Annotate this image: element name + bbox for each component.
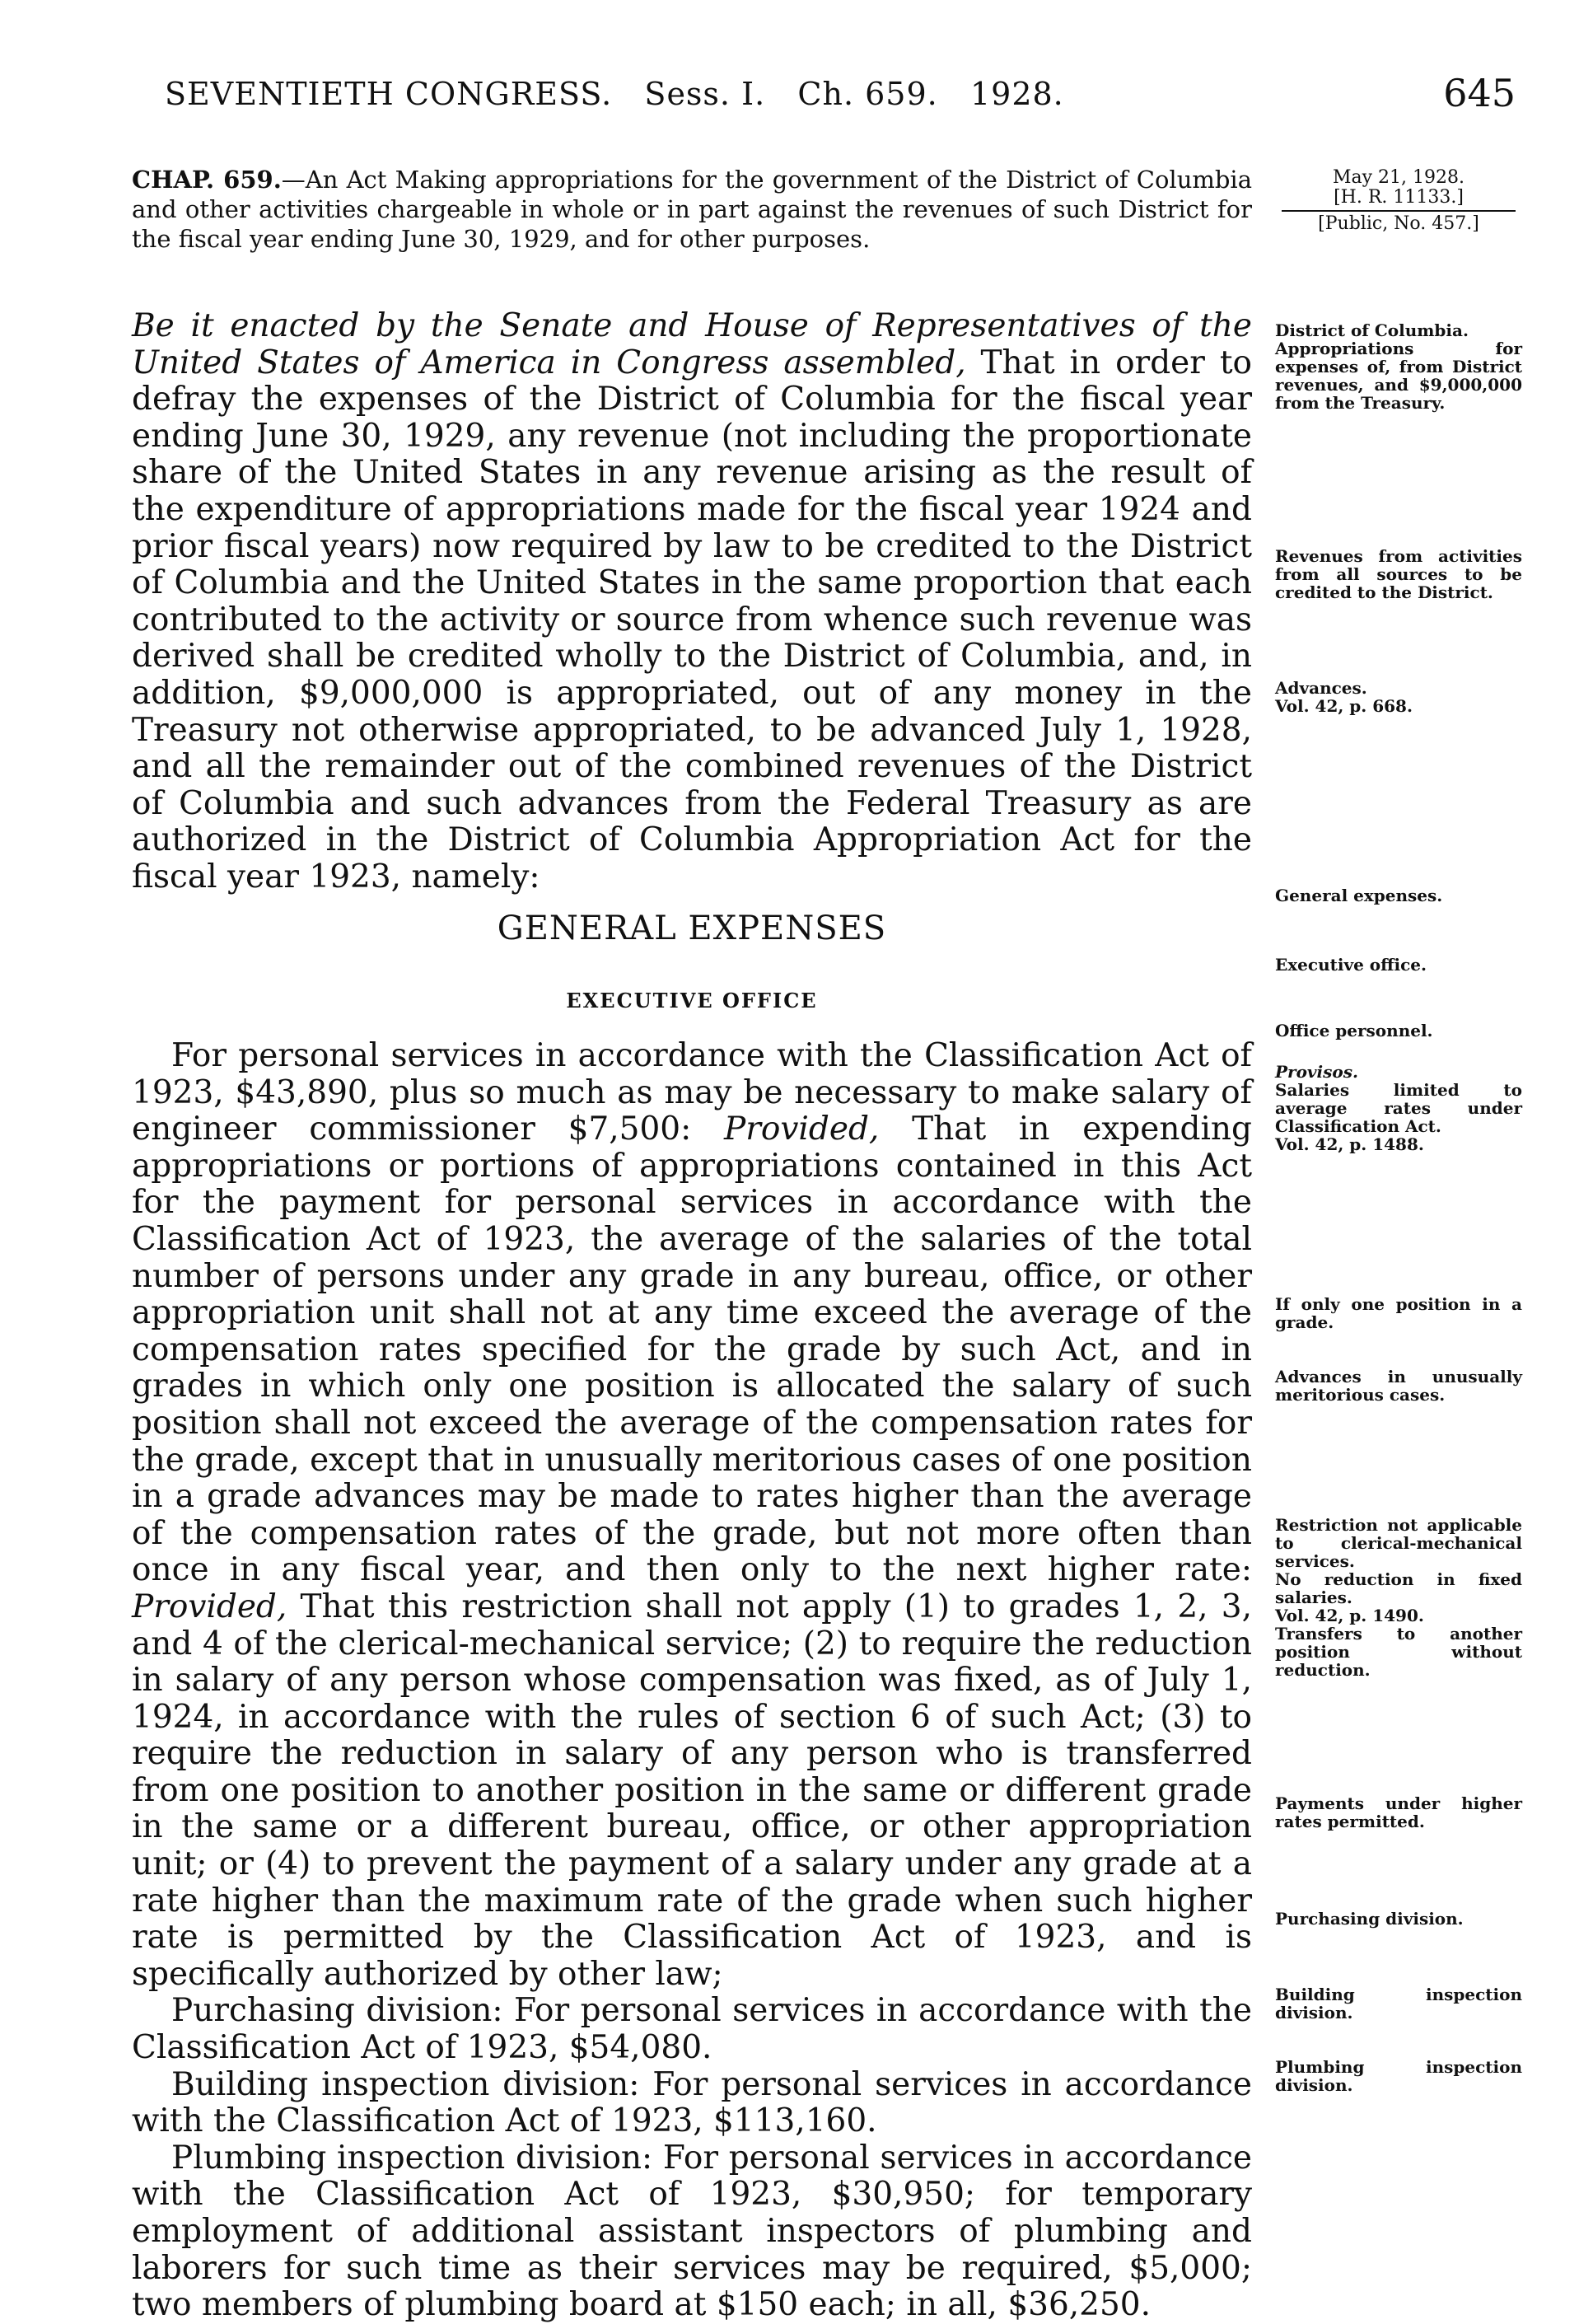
margin-note-executive-office: Executive office. [1275,955,1427,975]
margin-note-payments: Payments under higher rates permitted. [1275,1793,1522,1831]
margin-note-restriction [1275,1516,1522,1679]
margin-note-building: Building inspection division. [1275,1985,1522,2022]
page-number: 645 [1443,71,1516,115]
paragraph-purchasing-division: Purchasing division: For personal services in accordance with the Classification Act of 1923, $54,080. [132,1992,1252,2067]
chapter-rule [1282,210,1516,212]
margin-note-district [1275,321,1522,412]
margin-note-line: Vol. 42, p. 668. [1275,696,1413,716]
enacting-clause [132,308,1252,896]
proviso-word: Provided, [724,1111,880,1148]
margin-note-line: No reduction in fixed salaries. [1275,1569,1522,1607]
margin-note-office-personnel: Office personnel. [1275,1021,1433,1040]
margin-note-revenues: Revenues from activities from all sources to be credited to the District. [1275,546,1522,602]
margin-note-line: Appropriations for expenses of, from District revenues, and $9,000,000 from the Treasury. [1275,339,1522,413]
chapter-date: May 21, 1928. [1332,167,1465,188]
margin-note-line: Provisos. [1275,1062,1358,1082]
margin-note-line: Transfers to another position without reduction. [1275,1624,1522,1680]
main-text [132,1038,1252,2324]
margin-note-line: District of Columbia. [1275,320,1469,340]
margin-note-provisos [1275,1063,1522,1153]
margin-note-line: Vol. 42, p. 1490. [1275,1606,1424,1625]
paragraph-plumbing-inspection: Plumbing inspection division: For personal services in accordance with the Classification Act of 1923, $30,950; for temporary employment of additional assistant inspectors of plumbing and laborers for such time as their services may be required, $5,000; two members of plumbing board at $150 each; in all, $36,250. [132,2139,1252,2324]
chapter-hr: [H. R. 11133.] [1334,187,1464,208]
enacting-text: That in order to defray the expenses of the District of Columbia for the fiscal year ending June 30, 1929, any revenue (not including the proportionate share of the United States in any revenue arising as the result of the expenditure of appropriations made for the fiscal year 1924 and prior fiscal years) now required by law to be credited to the District of Columbia and the United States in the same proportion that each contributed to the activity or source from whence such revenue was derived shall be credited wholly to the District of Columbia, and, in addition, $9,000,000 is appropriated, out of any money in the Treasury not otherwise appropriated, to be advanced July 1, 1928, and all the remainder out of the combined revenues of the District of Columbia and such advances from the Federal Treasury as are authorized in the District of Columbia Appropriation Act for the fiscal year 1923, namely: [132,344,1252,895]
enacting-formula: Be it enacted by the Senate and House of Representatives of the United States of America in Congress assembled, [132,307,1252,381]
paragraph-text: For personal services in accordance with the Classification Act of 1923, $43,890, plus so much as may be necessary to make salary of engineer commissioner $7,500: [132,1037,1252,1148]
running-head [165,71,1516,125]
chapter-public-law: [Public, No. 457.] [1318,213,1479,234]
margin-note-line: Vol. 42, p. 1488. [1275,1134,1424,1154]
paragraph-building-inspection: Building inspection division: For personal services in accordance with the Classification Act of 1923, $113,160. [132,2065,1252,2140]
margin-note-line: Restriction not applicable to clerical-mechanical services. [1275,1515,1522,1571]
margin-note-plumbing: Plumbing inspection division. [1275,2057,1522,2095]
chapter-label: CHAP. 659. [132,166,282,194]
proviso-word: Provided, [132,1588,287,1625]
running-head-title: SEVENTIETH CONGRESS. Sess. I. Ch. 659. 1928. [165,76,1064,112]
margin-note-general-expenses: General expenses. [1275,886,1443,905]
paragraph-executive-office [132,1038,1252,1993]
paragraph-text: That this restriction shall not apply (1) to grades 1, 2, 3, and 4 of the clerical-mechanical service; (2) to require the reduction in salary of any person whose compensation was fixed, as of July 1, 1924, in accordance with the rules of section 6 of such Act; (3) to require the reduction in salary of any person who is transferred from one position to another position in the same or different grade in the same or a different bureau, office, or other appropriation unit; or (4) to prevent the payment of a salary under any grade at a rate higher than the maximum rate of the grade when such higher rate is permitted by the Classification Act of 1923, and is specifically authorized by other law; [132,1588,1252,1993]
heading-general-expenses: GENERAL EXPENSES [497,909,887,947]
chapter-text: —An Act Making appropriations for the government of the District of Columbia and other activities chargeable in whole or in part against the revenues of such District for the fiscal year ending June 30, 1929, and for other purposes. [132,166,1253,253]
margin-note-advances [1275,679,1522,715]
margin-note-purchasing: Purchasing division. [1275,1909,1464,1929]
paragraph-text: That in expending appropriations or portions of appropriations contained in this Act for the payment for personal services in accordance with the Classification Act of 1923, the average of the salaries of the total number of persons under any grade in any bureau, office, or other appropriation unit shall not at any time exceed the average of the compensation rates specified for the grade by such Act, and in grades in which only one position is allocated the salary of such position shall not exceed the average of the compensation rates for the grade, except that in unusually meritorious cases of one position in a grade advances may be made to rates higher than the average of the compensation rates of the grade, but not more often than once in any fiscal year, and then only to the next higher rate: [132,1111,1252,1589]
margin-note-unusual-cases: Advances in unusually meritorious cases. [1275,1367,1522,1405]
chapter-reference [1275,168,1522,234]
chapter-title [132,165,1252,254]
margin-note-one-position: If only one position in a grade. [1275,1294,1522,1332]
heading-executive-office: EXECUTIVE OFFICE [566,989,818,1012]
margin-note-line: Salaries limited to average rates under Classification Act. [1275,1080,1522,1136]
margin-note-line: Advances. [1275,678,1367,698]
